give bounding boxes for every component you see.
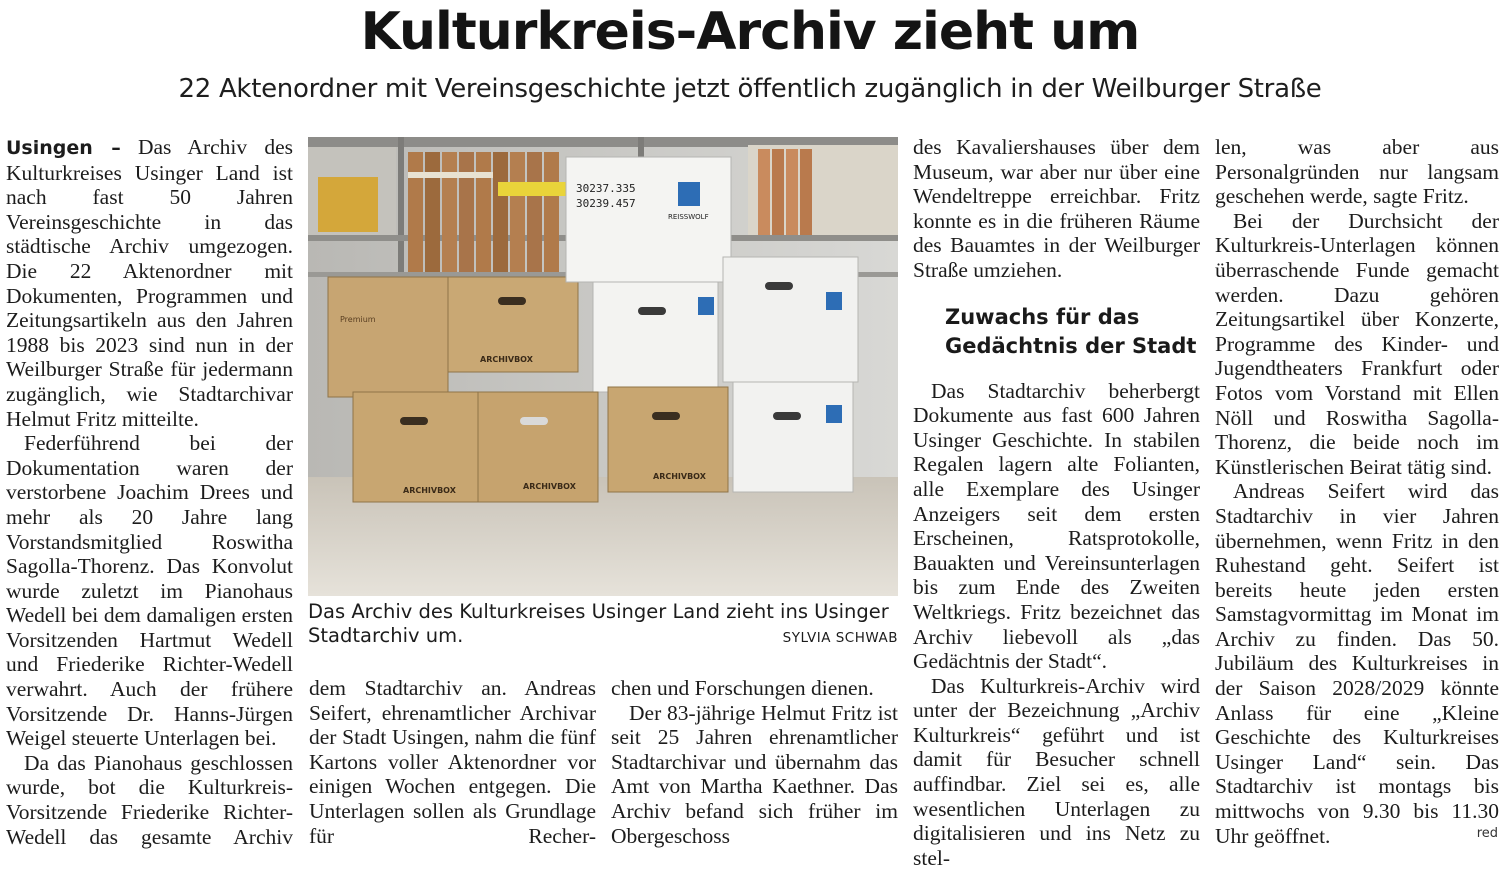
column-5-paragraph-1: len, was aber aus Personalgründen nur langsam geschehen werde, sagte Fritz.	[1215, 135, 1499, 209]
headline: Kulturkreis-Archiv zieht um	[360, 2, 1140, 62]
column-4-paragraph-1: des Kavaliershauses über dem Museum, war aber nur über eine Wendeltreppe erreichbar. Fritz konnte es in die früheren Räume des Bauamtes in der Weilburger Straße umziehen.	[913, 135, 1200, 282]
column-3	[611, 676, 898, 848]
column-5-paragraph-3: Andreas Seifert wird das Stadtarchiv in vier Jahren übernehmen, wenn Fritz in den Ruhestand geht. Seifert ist bereits heute jeden ersten Samstagvormittag im Monat im Archiv zu finden. Das 50. Jubiläum des Kulturkreises in der Saison 2028/2029 könnte Anlass für eine „Kleine Geschichte des Kulturkreises Usinger Land“ sein. Das Stadtarchiv ist montags bis mittwochs von 9.30 bis 11.30 Uhr geöffnet.	[1215, 479, 1499, 848]
column-3-paragraph-2: Der 83-jährige Helmut Fritz ist seit 25 Jahren ehrenamtlicher Stadtarchivar und übernahm das Amt von Martha Kaethner. Das Archiv befand sich früher im Obergeschoss	[611, 700, 898, 848]
photo-credit: SYLVIA SCHWAB	[782, 630, 898, 646]
column-3-paragraph-1: chen und Forschungen dienen.	[611, 676, 874, 700]
photo-box-label-white: REISSWOLF	[668, 213, 709, 221]
author-signature: red	[1476, 826, 1498, 841]
article-photo	[308, 137, 898, 596]
column-4-paragraph-3: Das Kulturkreis-Archiv wird unter der Bezeichnung „Archiv Kulturkreis“ geführt und ist damit für Besucher schnell auffindbar. Ziel sei es, alle wesentlichen Unterlagen zu digitalisieren und ins Netz zu stel-	[913, 673, 1200, 870]
photo-handwritten-1: 30237.335	[576, 182, 636, 195]
subheadline: 22 Aktenordner mit Vereinsgeschichte jetzt öffentlich zugänglich in der Weilburger Straße	[178, 74, 1322, 104]
photo-box-label-1: ARCHIVBOX	[480, 355, 533, 364]
photo-caption	[308, 600, 898, 648]
column-5-paragraph-2: Bei der Durchsicht der Kulturkreis-Unterlagen können überraschende Funde gemacht werden. Dazu gehören Zeitungsartikel über Konzerte, Programme des Kinder- und Jugendtheaters Frankfurt oder Fotos vom Vorstand mit Ellen Nöll und Roswitha Sagolla-Thorenz, die beide noch im Künstlerischen Beirat tätig sind.	[1215, 208, 1499, 479]
column-2	[309, 676, 596, 848]
section-subtitle: Zuwachs für das Gedächtnis der Stadt	[945, 304, 1197, 358]
column-1-paragraph-1	[6, 135, 293, 431]
caption-text: Das Archiv des Kulturkreises Usinger Land zieht ins Usinger Stadtarchiv um.	[308, 600, 889, 647]
column-1	[6, 135, 293, 849]
column-4	[913, 135, 1200, 870]
column-2-paragraph-1: dem Stadtarchiv an. Andreas Seifert, ehrenamtlicher Archivar der Stadt Usingen, nahm die fünf Kartons voller Aktenordner vor einigen Wochen entgegen. Die Unterlagen sollen als Grundlage für Recher-	[309, 676, 596, 848]
photo-handwritten-2: 30239.457	[576, 197, 636, 210]
column-5	[1215, 135, 1499, 848]
column-4-paragraph-2: Das Stadtarchiv beherbergt Dokumente aus fast 600 Jahren Usinger Geschichte. In stabilen Regalen lagern alte Folianten, alle Exemplare des Usinger Anzeigers seit dem ersten Erscheinen, Ratsprotokolle, Bauakten und Vereinsunterlagen bis zum Ende des Zweiten Weltkriegs. Fritz bezeichnet das Archiv liebevoll als „das Gedächtnis der Stadt“.	[913, 378, 1200, 674]
photo-brand-small: Premium	[340, 315, 376, 324]
photo-archive-boxes	[308, 137, 898, 596]
photo-box-label-4: ARCHIVBOX	[653, 472, 706, 481]
photo-box-label-3: ARCHIVBOX	[523, 482, 576, 491]
dateline: Usingen –	[6, 137, 121, 159]
photo-box-label-2: ARCHIVBOX	[403, 486, 456, 495]
column-1-paragraph-3: Da das Pianohaus geschlossen wurde, bot die Kulturkreis-Vorsitzende Friederike Richter-Wedell das gesamte Archiv	[6, 750, 293, 849]
column-1-paragraph-2: Federführend bei der Dokumentation waren der verstorbene Joachim Drees und mehr als 20 Jahre lang Vorstandsmitglied Roswitha Sagolla-Thorenz. Das Konvolut wurde zuletzt im Pianohaus Wedell bei dem damaligen ersten Vorsitzenden Hartmut Wedell und Friederike Richter-Wedell verwahrt. Auch der frühere Vorsitzende Dr. Hanns-Jürgen Weigel steuerte Unterlagen bei.	[6, 431, 293, 751]
paragraph-text: Das Archiv des Kulturkreises Usinger Land ist nach fast 50 Jahren Vereinsgeschichte in das städtische Archiv umgezogen. Die 22 Aktenordner mit Dokumenten, Programmen und Zeitungsartikeln aus den Jahren 1988 bis 2023 sind nun in der Weilburger Straße für jedermann zugänglich, wie Stadtarchivar Helmut Fritz mitteilte.	[6, 135, 294, 431]
